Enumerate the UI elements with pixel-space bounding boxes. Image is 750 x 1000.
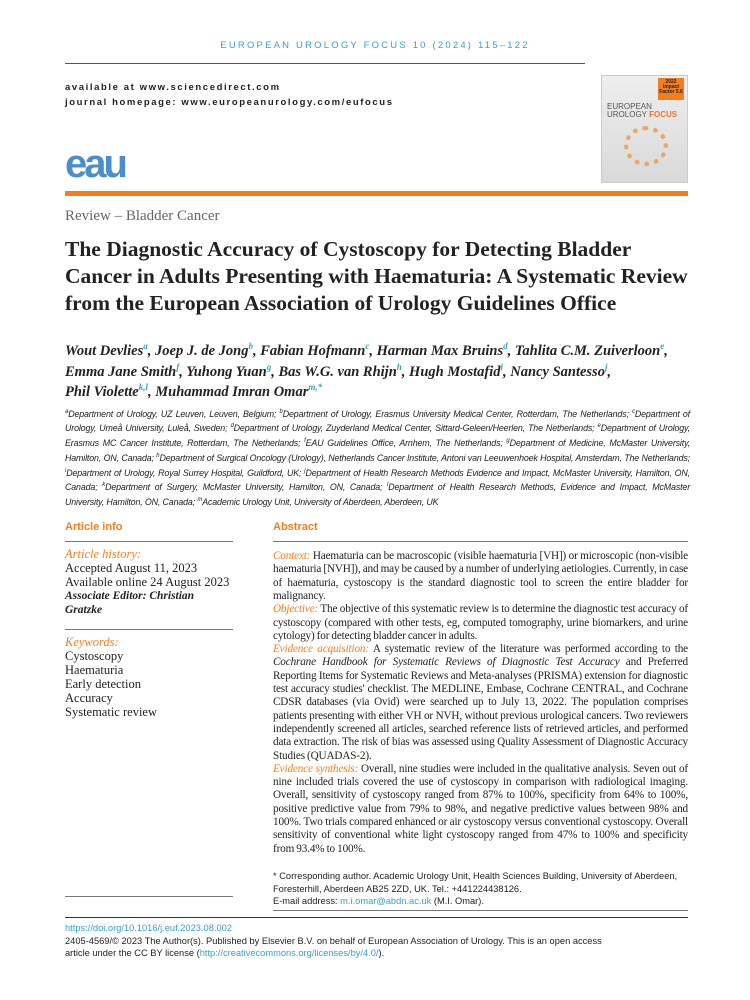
author-name: Wout Devlies [65,343,144,359]
abstract-section [273,603,688,643]
abstract-text: A systematic review of the literature was performed according to the [368,643,688,656]
affiliation-marker: i [65,467,67,474]
abstract-text: The objective of this systematic review is to determine the diagnostic test accuracy of cystoscopy (compared with other tests, eg, computed tomography, urine biomarkers, and urine cytology) for detecting bladder cancer in adults. [273,603,688,642]
author-affiliation-marker[interactable]: g [266,361,272,372]
affiliation: Department of Urology, Umeå University, Luleå, Sweden; [65,408,690,434]
author-name: Muhammad Imran Omar [155,384,309,400]
abstract-section [273,550,688,603]
article-history: Article history: Accepted August 11, 2023 Available online 24 August 2023 Associate Editor: Christian Gratzke [65,547,230,617]
keywords: Keywords: Cystoscopy Haematuria Early detection Accuracy Systematic review [65,635,233,719]
journal-cover-image [601,75,688,183]
affiliation: Department of Urology, Erasmus MC Cancer Institute, Rotterdam, The Netherlands; [65,423,690,449]
affiliation-marker: e [597,423,601,430]
abstract-label: Context: [273,550,311,563]
author-name: Phil Violette [65,384,139,400]
affiliation-marker: j [304,467,306,474]
affiliation-marker: b [279,408,283,415]
author-name: Harman Max Bruins [376,343,504,359]
author-affiliation-marker[interactable]: k,l [138,382,148,393]
abstract-column [273,520,688,911]
divider [65,629,233,630]
keyword: Systematic review [65,705,157,720]
affiliation: Department of Urology, Royal Surrey Hospital, Guildford, UK; [66,467,305,478]
divider [65,541,233,542]
author-affiliation-marker[interactable]: a [143,341,148,352]
article-info-column [65,520,233,911]
affiliation-marker: h [156,452,160,459]
abstract-text: and Preferred Reporting Items for Systematic Reviews and Meta-analyses (PRISMA) extension for diagnostic test accuracy studies' checklist. The MEDLINE, Embase, Cochrane CENTRAL, and Cochrane CDSR databases (via Ovid) were searched up to July 13, 2022. The population comprises patients presenting with either VH or NVH, without previous urological cancers. Two reviewers independently screened all articles, searched reference lists of retrieved articles, and performed data extraction. The risk of bias was assessed using Quality Assessment of Diagnostic Accuracy Studies (QUADAS-2). [273,656,689,762]
journal-links [65,80,394,110]
divider [273,541,688,542]
author-affiliation-marker[interactable]: f [176,361,180,372]
author-affiliation-marker[interactable]: e [660,341,665,352]
author-affiliation-marker[interactable]: i [500,361,504,372]
affiliation-marker: c [631,408,635,415]
author-affiliation-marker[interactable]: d [503,341,508,352]
impact-factor-badge: 2022 Impact Factor 5.6 [658,78,684,100]
cover-title: EUROPEAN UROLOGY FOCUS [607,102,678,119]
affiliation-marker: k [102,482,106,489]
affiliation: Department of Urology, Erasmus University Medical Center, Rotterdam, The Netherlands; [282,408,632,419]
keyword: Haematuria [65,663,124,678]
abstract-section [273,643,688,763]
orange-divider [65,191,688,196]
author-name: Nancy Santesso [510,363,605,380]
abstract-heading: Abstract [273,521,318,534]
keyword: Cystoscopy [65,649,124,664]
doi-link[interactable]: https://doi.org/10.1016/j.euf.2023.08.002 [65,923,232,934]
divider [65,917,688,919]
cover-graphic [624,126,668,166]
corresponding-author-footnote: * Corresponding author. Academic Urology Unit, Health Sciences Building, University of Aberdeen, Foresterhill, Aberdeen AB25 2ZD, UK. Tel.: +441224438126. E-mail address: m.i.omar@abdn.ac.uk (M.I. Omar). [273,870,678,907]
author-affiliation-marker[interactable]: m,* [308,382,323,393]
license-link[interactable]: http://creativecommons.org/licenses/by/4.0/ [199,948,379,959]
affiliation-marker: g [506,438,510,445]
divider [65,63,585,64]
article-title: The Diagnostic Accuracy of Cystoscopy for Detecting Bladder Cancer in Adults Presenting with Haematuria: A Systematic Review from the European Association of Urology Guidelines Office [65,237,688,315]
affiliation: Department of Medicine, McMaster University, Hamilton, ON, Canada; [65,438,691,463]
affiliation: EAU Guidelines Office, Arnhem, The Netherlands; [305,438,507,449]
divider [273,910,688,911]
affiliation: Department of Health Research Methods, Evidence and Impact, McMaster University, Hamilton, ON, Canada; [65,482,691,508]
journal-header: EUROPEAN UROLOGY FOCUS 10 (2024) 115–122 [220,40,530,51]
affiliation: Department of Surgical Oncology (Urology), Netherlands Cancer Institute, Antoni van Leeuwenhoek Hospital, Amsterdam, The Netherlands; [159,452,690,463]
affiliation: Department of Health Research Methods Evidence and Impact, McMaster University, Hamilton, ON, Canada; [65,467,690,493]
affiliation-marker: l [387,482,389,489]
author-affiliation-marker[interactable]: j [604,361,608,372]
article-body [65,207,690,960]
keyword: Early detection [65,677,142,692]
keyword: Accuracy [65,691,113,706]
abstract-text: Overall, nine studies were included in the qualitative analysis. Seven out of nine included trials covered the use of cystoscopy in comparison with radiological imaging. Overall, sensitivity of cystoscopy ranged from 87% to 100%, specificity from 64% to 100%, positive predictive value from 79% to 98%, and negative predictive values between 98% and 100%. Two trials compared enhanced or air cystoscopy versus conventional cystoscopy. Overall sensitivity of conventional white light cystoscopy ranged from 47% to 100% and specificity from 93.4% to 100%. [273,762,689,855]
affiliation: Department of Urology, Zuyderland Medical Center, Sittard-Geleen/Heerlen, The Netherlands; [233,423,598,434]
abstract-citation: Cochrane Handbook for Systematic Reviews of Diagnostic Test Accuracy [273,656,620,669]
abstract-text: Haematuria can be macroscopic (visible haematuria [VH]) or microscopic (non-visible haematuria [NVH]), and may be caused by a number of underlying aetiologies. Currently, in case of haematuria, cystoscopy is the standard diagnostic tool to screen the entire bladder for malignancy. [273,550,688,602]
author-affiliation-marker[interactable]: h [396,361,402,372]
eau-logo: eau [65,142,125,186]
author-name: Emma Jane Smith [65,363,177,380]
sciencedirect-link[interactable]: available at www.sciencedirect.com [65,82,281,93]
author-affiliation-marker[interactable]: b [248,341,253,352]
footer: https://doi.org/10.1016/j.euf.2023.08.002 2405-4569/© 2023 The Author(s). Published by Elsevier B.V. on behalf of European Association of Urology. This is an open access article under the CC BY license (http://creativecommons.org/licenses/by/4.0/). [65,923,602,959]
author-name: Hugh Mostafid [409,363,501,380]
article-section: Review – Bladder Cancer [65,208,220,224]
author-affiliation-marker[interactable]: c [365,341,370,352]
author-name: Tahlita C.M. Zuiverloon [514,343,661,359]
article-info-heading: Article info [65,521,123,534]
abstract-label: Objective: [273,603,319,616]
author-name: Joep J. de Jong [155,343,249,359]
affiliation: Department of Surgery, McMaster University, Hamilton, ON, Canada; [105,482,388,493]
divider [65,896,233,897]
abstract-label: Evidence acquisition: [273,643,369,656]
homepage-link[interactable]: journal homepage: www.europeanurology.com/eufocus [65,97,394,108]
affiliations [65,407,690,511]
affiliation-marker: d [230,423,234,430]
email-link[interactable]: m.i.omar@abdn.ac.uk [340,896,432,907]
author-name: Yuhong Yuan [186,363,267,380]
abstract-label: Evidence synthesis: [273,762,359,775]
affiliation: Academic Urology Unit, University of Aberdeen, Aberdeen, UK [202,497,439,508]
abstract-body [273,550,688,856]
author-name: Bas W.G. van Rhijn [278,363,397,380]
affiliation: Department of Urology, UZ Leuven, Leuven, Belgium; [68,408,280,419]
author-list: Wout Devlies$^a$, Joep J. de Jong$^b$, Fabian Hofmann$^c$, Harman Max Bruins$^d$, Tahlita C.M. Zuiverloon$^e$, Emma Jane Smith$^f$, Yuhong Yuan$^g$, Bas W.G. van Rhijn$^h$, Hugh Mostafid$^i$, Nancy Santesso$^j$, Phil Violette$^{k,l}$, Muhammad Imran Omar$^{m,*}$ [65,341,668,400]
affiliation-marker: a [65,408,69,415]
author-name: Fabian Hofmann [260,343,366,359]
affiliation-marker: m [197,497,203,504]
two-column-area [65,520,690,911]
affiliation-marker: f [304,438,306,445]
abstract-section [273,763,688,856]
